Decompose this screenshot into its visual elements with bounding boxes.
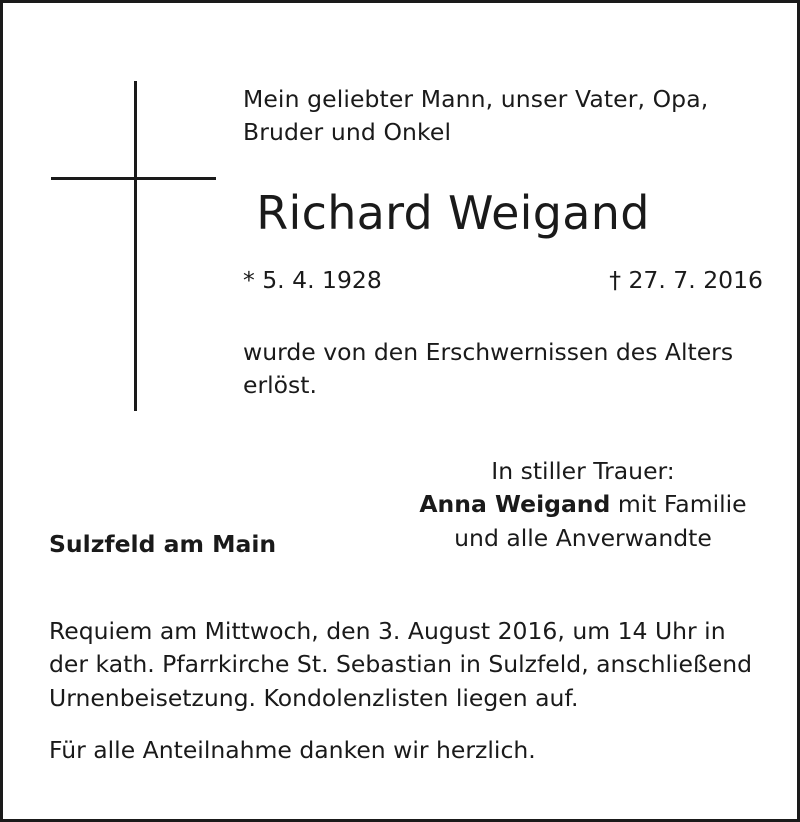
service-details-paragraph-1: Requiem am Mittwoch, den 3. August 2016, um 14 Uhr in der kath. Pfarrkirche St. Sebastian in Sulzfeld, anschließend Urnenbeisetzung. Kondolenzlisten liegen auf. <box>49 617 753 712</box>
birth-date: * 5. 4. 1928 <box>243 266 382 294</box>
mourning-heading: In stiller Trauer: <box>491 457 675 485</box>
mourner-primary-name: Anna Weigand <box>419 490 611 519</box>
mourning-relatives-line: und alle Anverwandte <box>454 523 712 552</box>
mourners-block <box>403 455 763 555</box>
place-name: Sulzfeld am Main <box>49 530 277 558</box>
cross-icon <box>51 81 216 411</box>
intro-text: Mein geliebter Mann, unser Vater, Opa, Bruder und Onkel <box>243 85 709 147</box>
memorial-message: wurde von den Erschwernissen des Alters erlöst. <box>243 338 734 400</box>
service-details-paragraph-2: Für alle Anteilnahme danken wir herzlich. <box>49 736 536 765</box>
life-dates <box>243 266 763 294</box>
death-date: † 27. 7. 2016 <box>609 266 763 294</box>
cross-horizontal-bar <box>51 177 216 180</box>
deceased-name: Richard Weigand <box>256 186 650 240</box>
service-details <box>49 615 761 767</box>
cross-vertical-bar <box>134 81 137 411</box>
mourner-name-suffix: mit Familie <box>610 490 747 519</box>
mourning-family-line <box>403 488 763 521</box>
